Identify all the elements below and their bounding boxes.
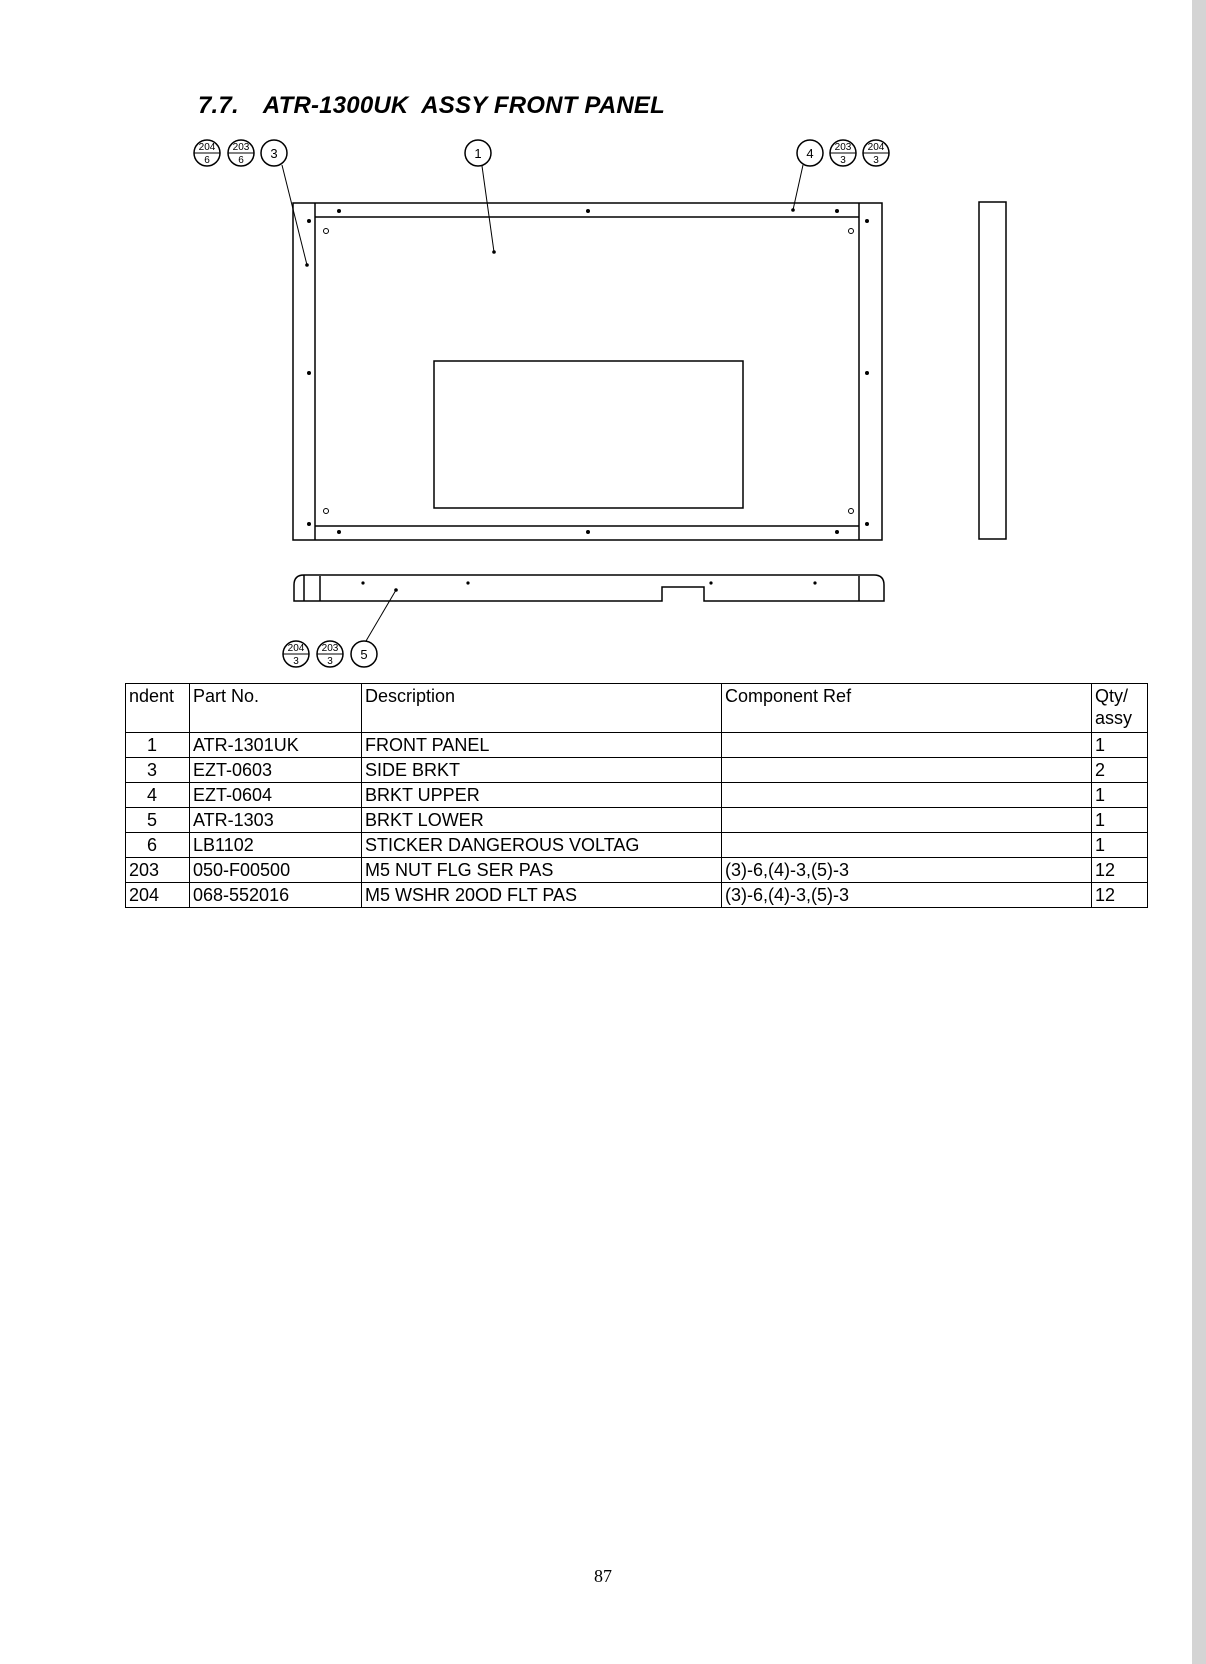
cell-description: BRKT LOWER <box>362 808 722 833</box>
section-title-text: ATR-1300UK ASSY FRONT PANEL <box>262 92 665 119</box>
cell-description: M5 NUT FLG SER PAS <box>362 858 722 883</box>
header-component-ref: Component Ref <box>722 684 1092 733</box>
side-view-strip <box>979 202 1006 539</box>
cell-ident: 6 <box>126 833 190 858</box>
cell-description: SIDE BRKT <box>362 758 722 783</box>
front-panel-frame <box>293 203 882 540</box>
balloon-tl-a-bottom: 6 <box>204 155 210 166</box>
balloon-tr-a-top: 203 <box>834 142 852 153</box>
cell-ident: 4 <box>126 783 190 808</box>
cell-description: FRONT PANEL <box>362 733 722 758</box>
balloon-b-item: 5 <box>360 647 368 662</box>
header-qty <box>1092 684 1148 733</box>
cell-ident: 5 <box>126 808 190 833</box>
front-panel-drawing <box>0 0 1206 680</box>
cell-component-ref <box>722 733 1092 758</box>
cell-ident: 204 <box>126 883 190 908</box>
cell-description: BRKT UPPER <box>362 783 722 808</box>
balloon-tr-b-bottom: 3 <box>873 155 879 166</box>
cell-qty: 1 <box>1092 733 1148 758</box>
balloon-tl-a-top: 204 <box>198 142 216 153</box>
cell-part-no: ATR-1301UK <box>190 733 362 758</box>
cell-component-ref <box>722 808 1092 833</box>
section-number: 7.7. <box>198 92 239 119</box>
lower-bracket-view <box>294 575 884 601</box>
table-row <box>126 808 1148 833</box>
balloon-b-b-top: 203 <box>321 643 339 654</box>
balloon-tl-b-top: 203 <box>232 142 250 153</box>
cell-part-no: ATR-1303 <box>190 808 362 833</box>
cell-component-ref <box>722 783 1092 808</box>
balloon-b-b-bottom: 3 <box>327 656 333 667</box>
table-row <box>126 758 1148 783</box>
cell-ident: 203 <box>126 858 190 883</box>
cell-part-no: EZT-0603 <box>190 758 362 783</box>
table-row <box>126 733 1148 758</box>
cell-description: M5 WSHR 20OD FLT PAS <box>362 883 722 908</box>
cell-component-ref: (3)-6,(4)-3,(5)-3 <box>722 883 1092 908</box>
header-ident: ndent <box>126 684 190 733</box>
table-row <box>126 783 1148 808</box>
cell-qty: 1 <box>1092 783 1148 808</box>
cell-part-no: 068-552016 <box>190 883 362 908</box>
cell-part-no: EZT-0604 <box>190 783 362 808</box>
panel-window <box>434 361 743 508</box>
balloon-center-item: 1 <box>474 146 482 161</box>
balloon-b-a-top: 204 <box>287 643 305 654</box>
balloon-b-a-bottom: 3 <box>293 656 299 667</box>
balloon-tl-item: 3 <box>270 146 278 161</box>
cell-component-ref: (3)-6,(4)-3,(5)-3 <box>722 858 1092 883</box>
cell-qty: 2 <box>1092 758 1148 783</box>
cell-part-no: LB1102 <box>190 833 362 858</box>
cell-qty: 12 <box>1092 858 1148 883</box>
table-header-row <box>126 684 1148 733</box>
cell-ident: 3 <box>126 758 190 783</box>
page-number: 87 <box>594 1566 612 1586</box>
table-row <box>126 883 1148 908</box>
cell-component-ref <box>722 833 1092 858</box>
balloon-tr-item: 4 <box>806 146 814 161</box>
cell-qty: 1 <box>1092 808 1148 833</box>
balloon-tr-a-bottom: 3 <box>840 155 846 166</box>
header-qty-line1: Qty/ <box>1095 686 1129 706</box>
header-qty-line2: assy <box>1095 708 1133 728</box>
parts-table <box>125 683 1148 908</box>
cell-component-ref <box>722 758 1092 783</box>
table-row <box>126 858 1148 883</box>
balloon-tl-b-bottom: 6 <box>238 155 244 166</box>
table-row <box>126 833 1148 858</box>
cell-part-no: 050-F00500 <box>190 858 362 883</box>
cell-qty: 12 <box>1092 883 1148 908</box>
cell-description: STICKER DANGEROUS VOLTAG <box>362 833 722 858</box>
cell-ident: 1 <box>126 733 190 758</box>
header-part-no: Part No. <box>190 684 362 733</box>
cell-qty: 1 <box>1092 833 1148 858</box>
balloon-tr-b-top: 204 <box>867 142 885 153</box>
header-description: Description <box>362 684 722 733</box>
